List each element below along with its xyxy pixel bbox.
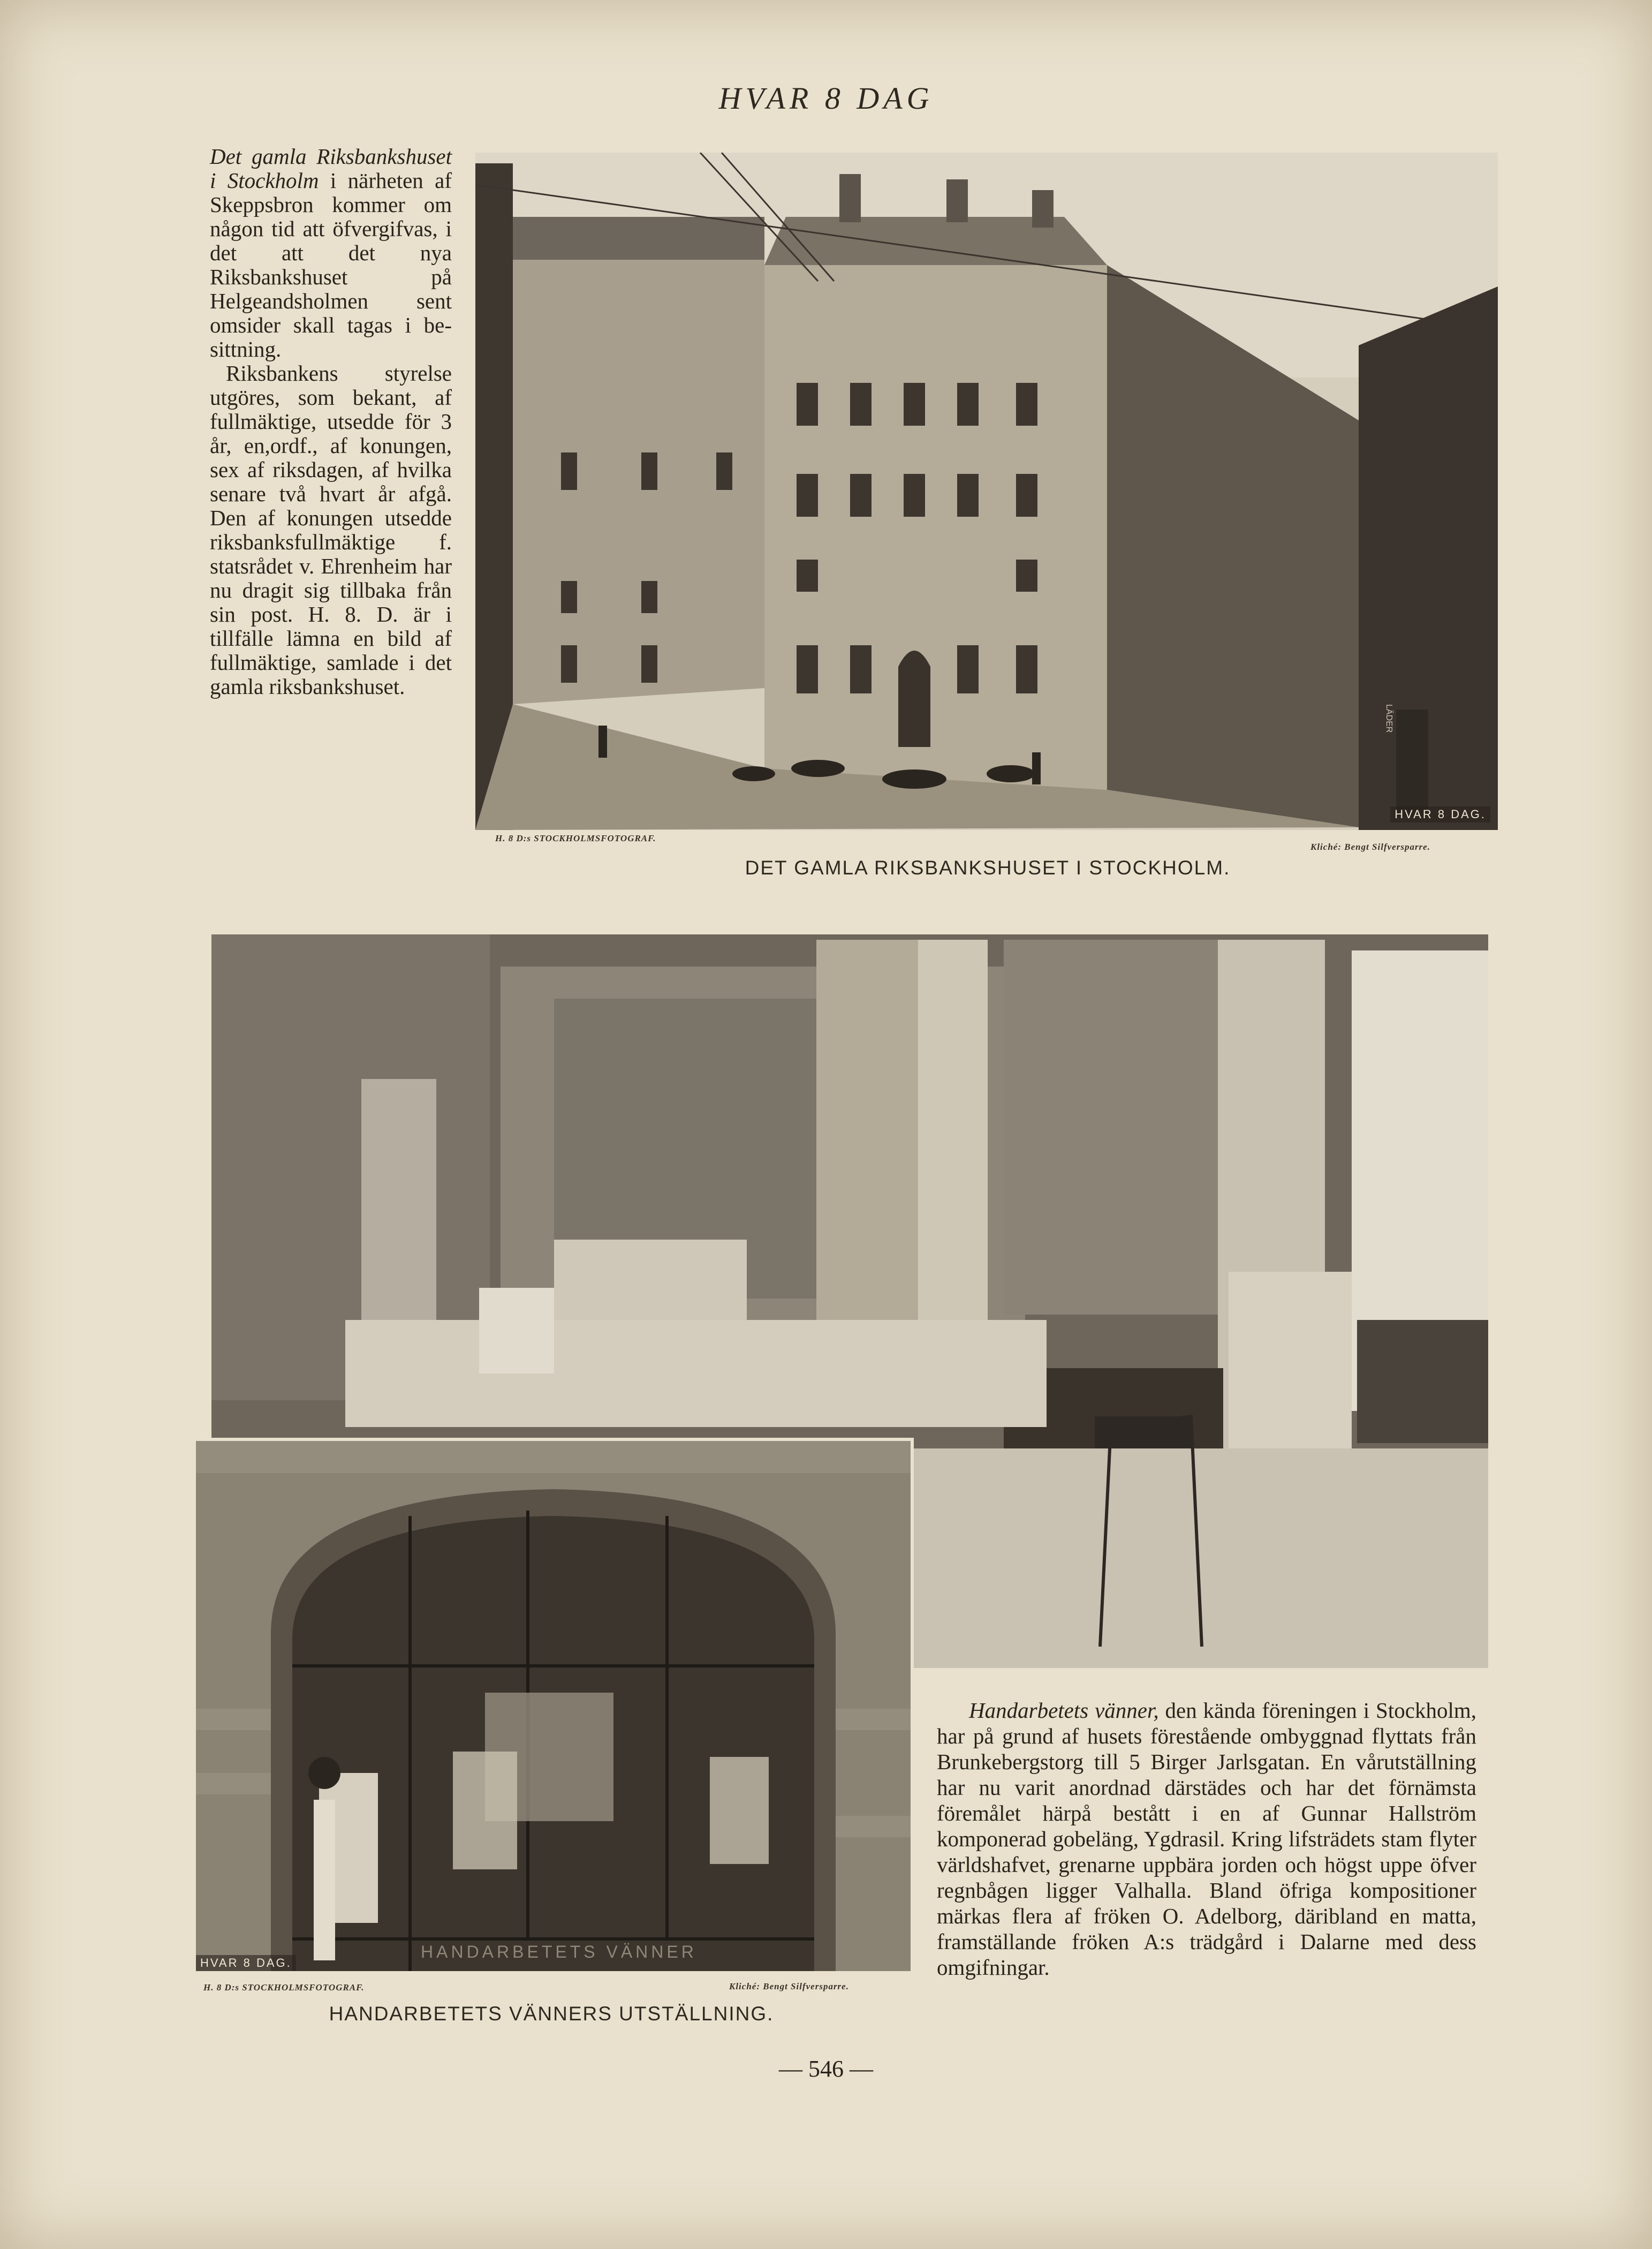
shop-sign: LÄDER (1384, 704, 1393, 733)
riksbank-paragraph-1 (210, 145, 452, 361)
riksbank-photo-tag: HVAR 8 DAG. (1390, 806, 1490, 822)
riksbank-photo (475, 153, 1498, 830)
riksbank-caption: DET GAMLA RIKSBANKSHUSET I STOCKHOLM. (745, 857, 1231, 879)
magazine-header: HVAR 8 DAG (718, 81, 934, 116)
shop-window-photo (193, 1438, 914, 1974)
riksbank-article (210, 145, 452, 699)
handarbete-body: den kända föreningen i Stockholm, har på grund af husets förestående ombyggnad flyttats från Brunkebergstorg till 5 Birger Jarlsgatan. En vårutställning har nu varit anordnad därstädes och har det förnämsta föremålet härpå bestått i en af Gunnar Hallström komponerad gobeläng, Ygdrasil. Kring lifsträdets stam flyter världshafvet, grenarne uppbära jorden och högst uppe öfver regnbågen ligger Valhalla. Bland öfriga kompositioner märkas flera af fröken O. Adelborg, däribland en matta, framställande fröken A:s trädgård i Dalarne med dess omgifningar. (937, 1698, 1476, 1980)
handarbete-credit-left: H. 8 D:s STOCKHOLMSFOTOGRAF. (203, 1982, 365, 1993)
riksbank-credit-left: H. 8 D:s STOCKHOLMSFOTOGRAF. (495, 833, 656, 843)
handarbete-paragraph (937, 1697, 1476, 1980)
handarbete-credit-right: Kliché: Bengt Silfversparre. (729, 1981, 849, 1991)
handarbete-article (937, 1697, 1476, 1980)
window-lettering: HANDARBETETS VÄNNER (421, 1942, 697, 1961)
riksbank-credit-right: Kliché: Bengt Silfversparre. (1310, 842, 1430, 852)
riksbank-paragraph-2: Riksbankens styrelse utgöres, som bekant, af fullmäktige, utsedde för 3 år, en,ordf., af konungen, sex af riksdagen, af hvilka senare två hvart år afgå. Den af konungen utsedde riksbanksfullmäktige f. statsrådet v. Ehrenheim har nu dragit sig tillbaka från sin post. H. 8. D. är i tillfälle lämna en bild af fullmäktige, samlade i det gamla riksbankshuset. (210, 361, 452, 699)
handarbete-caption: HANDARBETETS VÄNNERS UTSTÄLLNING. (329, 2003, 774, 2025)
shop-window-photo-tag: HVAR 8 DAG. (196, 1955, 296, 1971)
riksbank-lead: Det gamla Riksbankshuset i Stockholm (210, 144, 452, 193)
handarbete-lead: Handarbetets vänner, (969, 1698, 1159, 1723)
page-number: — 546 — (779, 2056, 873, 2082)
riksbank-body-1: i närheten af Skeppsbron kommer om någon tid att öfvergifvas, i det att det nya Riksbankshuset på Helgeandsholmen sent omsider skall tagas i besittning. (210, 168, 452, 361)
